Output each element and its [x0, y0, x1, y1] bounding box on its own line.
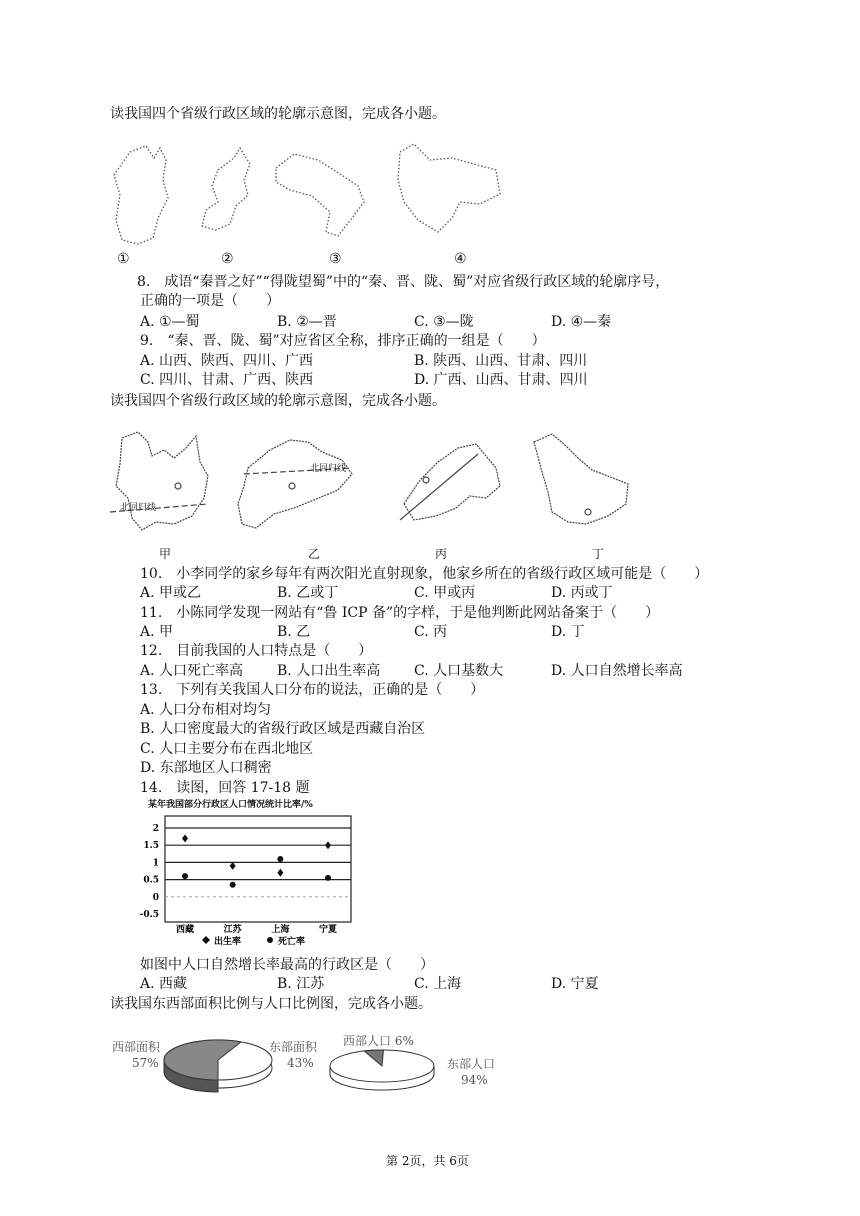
q10-option-c: C. 甲或丙 [414, 585, 476, 601]
area-pie-chart [160, 1038, 280, 1094]
birth-rate-point [325, 841, 331, 849]
chart-y-tick-label: 1 [152, 858, 159, 869]
outline-2 [202, 148, 250, 230]
q14-option-b: B. 江苏 [277, 976, 325, 992]
outline-yi [238, 440, 352, 528]
q12-option-c: C. 人口基数大 [414, 663, 504, 679]
fig1-label-2: ② [221, 251, 234, 267]
pop-west-label: 西部人口 6% [343, 1034, 414, 1048]
intro-text-2: 读我国四个省级行政区域的轮廓示意图，完成各小题。 [110, 393, 446, 409]
outline-3 [276, 154, 364, 236]
legend-birth-label: 出生率 [214, 937, 242, 947]
q9-stem: 9. “秦、晋、陇、蜀”对应省区全称，排序正确的一组是（ ） [140, 333, 546, 349]
fig2-label-jia: 甲 [159, 547, 172, 561]
q12-stem: 12. 目前我国的人口特点是（ ） [140, 643, 373, 659]
outline-ding [534, 434, 628, 524]
q8-stem-line1: 8. 成语“秦晋之好”“得陇望蜀”中的“秦、晋、陇、蜀”对应省级行政区域的轮廓序号， [137, 274, 670, 290]
q11-option-d: D. 丁 [551, 624, 585, 640]
fig2-label-ding: 丁 [592, 547, 605, 561]
q9-option-d: D. 广西、山西、甘肃、四川 [414, 372, 588, 388]
area-west-pct: 57% [132, 1056, 159, 1070]
q14-question: 如图中人口自然增长率最高的行政区是（ ） [140, 957, 434, 973]
legend-death-label: 死亡率 [278, 937, 306, 947]
q9-option-a: A. 山西、陕西、四川、广西 [140, 353, 314, 369]
q11-stem: 11. 小陈同学发现一网站有“鲁 ICP 备”的字样，于是他判断此网站备案于（ ） [140, 605, 660, 621]
death-rate-point [325, 875, 331, 881]
province-outlines-figure-1 [108, 140, 528, 250]
q8-option-d: D. ④—秦 [551, 314, 612, 330]
q13-option-a: A. 人口分布相对均匀 [140, 702, 272, 718]
population-rate-chart [138, 812, 370, 952]
fig1-label-1: ① [117, 251, 130, 267]
area-east-pct: 43% [287, 1056, 314, 1070]
chart-title: 某年我国部分行政区人口情况统计比率/% [148, 800, 313, 810]
q11-option-a: A. 甲 [140, 624, 174, 640]
birth-rate-point [277, 869, 283, 877]
fig1-label-4: ④ [454, 251, 467, 267]
fig2-label-yi: 乙 [308, 547, 321, 561]
intro-text-1: 读我国四个省级行政区域的轮廓示意图，完成各小题。 [110, 106, 446, 122]
q8-stem-line2: 正确的一项是（ ） [140, 293, 280, 309]
outline-1 [114, 146, 168, 244]
q12-option-a: A. 人口死亡率高 [140, 663, 244, 679]
death-rate-point [277, 856, 283, 862]
death-rate-point [230, 882, 236, 888]
area-west-label: 西部面积 [112, 1040, 161, 1054]
q14-option-d: D. 宁夏 [551, 976, 599, 992]
q13-stem: 13. 下列有关我国人口分布的说法，正确的是（ ） [140, 682, 485, 698]
q14-option-a: A. 西藏 [140, 976, 188, 992]
q9-option-c: C. 四川、甘肃、广西、陕西 [140, 372, 314, 388]
q10-option-a: A. 甲或乙 [140, 585, 202, 601]
q10-stem: 10. 小李同学的家乡每年有两次阳光直射现象，他家乡所在的省级行政区域可能是（ ） [140, 566, 709, 582]
chart-x-tick-label: 江苏 [223, 925, 242, 935]
chart-legend [202, 935, 305, 947]
chart-y-tick-label: 0 [152, 892, 159, 903]
outline-4 [398, 144, 500, 232]
tropic-label-yi: 北回归线 [310, 464, 347, 474]
province-outlines-figure-2 [108, 428, 648, 540]
fig1-label-3: ③ [329, 251, 342, 267]
birth-rate-point [230, 862, 236, 870]
birth-rate-point [182, 834, 188, 842]
q8-option-c: C. ③—陇 [414, 314, 474, 330]
q11-option-b: B. 乙 [277, 624, 311, 640]
q13-option-b: B. 人口密度最大的省级行政区域是西藏自治区 [140, 721, 426, 737]
q8-option-a: A. ①—蜀 [140, 314, 200, 330]
population-pie-chart [326, 1046, 440, 1096]
chart-y-tick-label: 2 [152, 824, 159, 834]
q13-option-d: D. 东部地区人口稠密 [140, 760, 272, 776]
q9-option-b: B. 陕西、山西、甘肃、四川 [414, 353, 588, 369]
chart-y-tick-label: 0.5 [143, 875, 159, 886]
pop-east-label: 东部人口 [447, 1057, 496, 1071]
area-east-label: 东部面积 [269, 1040, 318, 1054]
tropic-label-jia: 北回归线 [120, 503, 157, 513]
outline-bing [404, 444, 500, 520]
death-rate-point [182, 873, 188, 879]
q12-option-d: D. 人口自然增长率高 [551, 663, 683, 679]
pop-east-pct: 94% [461, 1073, 488, 1087]
chart-y-tick-label: 1.5 [143, 841, 159, 852]
chart-x-tick-label: 宁夏 [318, 925, 338, 935]
q12-option-b: B. 人口出生率高 [277, 663, 381, 679]
page-footer: 第 2页，共 6页 [386, 1154, 469, 1168]
q14-option-c: C. 上海 [414, 976, 462, 992]
chart-y-tick-label: -0.5 [139, 910, 159, 920]
q8-option-b: B. ②—晋 [277, 314, 337, 330]
q10-option-b: B. 乙或丁 [277, 585, 339, 601]
fig2-label-bing: 丙 [435, 547, 448, 561]
legend-diamond-marker [202, 936, 210, 944]
q11-option-c: C. 丙 [414, 624, 448, 640]
q10-option-d: D. 丙或丁 [551, 585, 613, 601]
q14-stem: 14. 读图，回答 17-18 题 [140, 780, 310, 796]
legend-circle-marker [267, 937, 273, 943]
chart-x-tick-label: 上海 [271, 925, 290, 935]
chart-frame [165, 816, 351, 922]
intro-text-3: 读我国东西部面积比例与人口比例图，完成各小题。 [110, 996, 432, 1012]
q13-option-c: C. 人口主要分布在西北地区 [140, 741, 314, 757]
chart-x-tick-label: 西藏 [175, 925, 195, 935]
